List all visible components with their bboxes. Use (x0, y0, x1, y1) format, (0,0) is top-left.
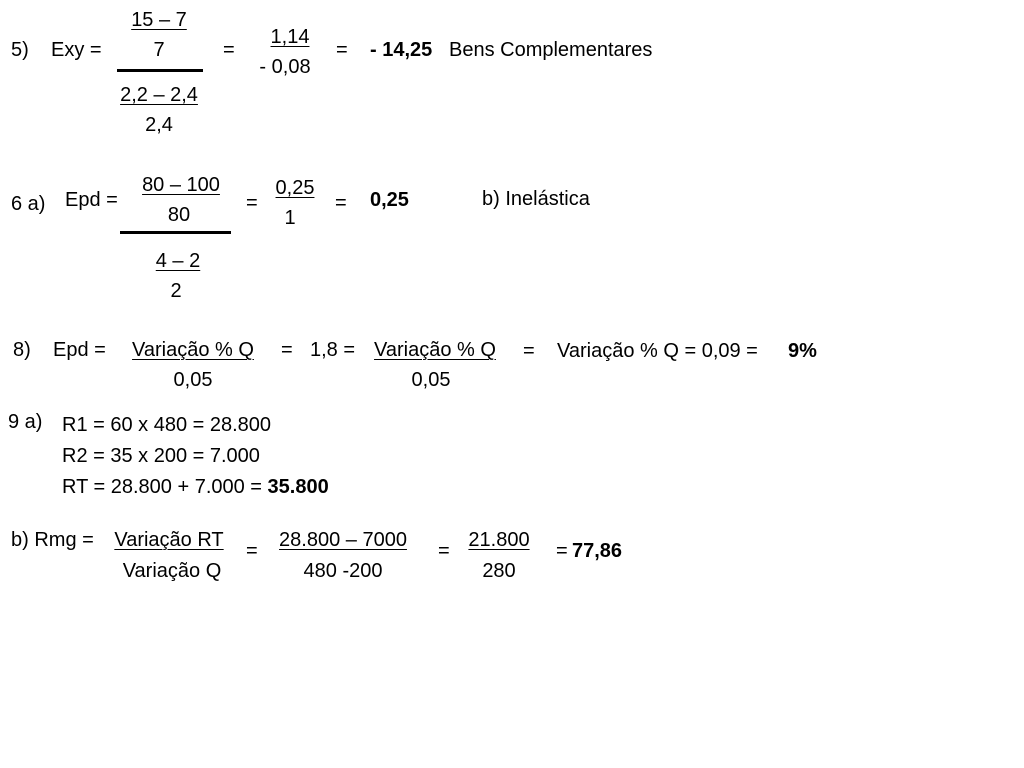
p8-result: 9% (788, 340, 817, 362)
p8-fraction2-numerator: Variação % Q (374, 339, 496, 361)
p6-equals-1: = (246, 192, 258, 214)
p6-part-b: b) Inelástica (482, 188, 590, 210)
p5-equals-2: = (336, 39, 348, 61)
p9b-fraction1-denominator: Variação Q (122, 560, 222, 582)
p9b-fraction2-numerator: 28.800 – 7000 (279, 529, 407, 551)
p8-equals-1: = (281, 339, 293, 361)
p5-result-note: Bens Complementares (449, 39, 653, 61)
p9-r1: R1 = 60 x 480 = 28.800 (62, 414, 272, 436)
p9b-label: b) Rmg = (11, 529, 94, 551)
p9b-fraction3-numerator: 21.800 (468, 529, 530, 551)
p6-fraction2-numerator: 0,25 (275, 177, 315, 199)
p5-label: 5) (11, 39, 29, 61)
p6-lhs: Epd = (65, 189, 118, 211)
p9b-fraction1-numerator: Variação RT (114, 529, 224, 551)
p8-fraction1-denominator: 0,05 (173, 369, 213, 391)
p9b-fraction2-denominator: 480 -200 (303, 560, 383, 582)
p9-rt (62, 477, 329, 497)
p5-denominator-top: 2,2 – 2,4 (120, 84, 198, 106)
p6-label: 6 a) (11, 193, 46, 215)
p5-numerator-top: 15 – 7 (131, 9, 187, 31)
p9-label: 9 a) (8, 411, 43, 433)
p9b-equals-3: = (556, 540, 568, 562)
p6-denominator-top: 4 – 2 (155, 250, 201, 272)
p8-result-text: Variação % Q = 0,09 = (557, 340, 758, 362)
p6-result: 0,25 (370, 189, 409, 211)
p5-equals-1: = (223, 39, 235, 61)
p9b-result: 77,86 (572, 540, 623, 562)
p6-fraction2-denominator: 1 (284, 207, 296, 229)
p6-numerator-bottom: 80 (167, 204, 191, 226)
p9b-equals-1: = (246, 540, 258, 562)
p9-r2: R2 = 35 x 200 = 7.000 (62, 445, 260, 467)
p8-equals-2: = (523, 340, 535, 362)
p6-equals-2: = (335, 192, 347, 214)
p9-rt-result: 35.800 (267, 476, 329, 498)
p5-main-fraction-bar (117, 69, 203, 72)
p5-result: - 14,25 (370, 39, 433, 61)
p5-fraction2-numerator: 1,14 (270, 26, 310, 48)
p9b-fraction3-denominator: 280 (482, 560, 516, 582)
p5-numerator-bottom: 7 (153, 39, 165, 61)
p5-denominator-bottom: 2,4 (145, 114, 173, 136)
p6-denominator-bottom: 2 (170, 280, 182, 302)
p8-middle: 1,8 = (310, 339, 356, 361)
p9b-equals-2: = (438, 540, 450, 562)
p5-lhs: Exy = (51, 39, 102, 61)
p9-rt-text: RT = 28.800 + 7.000 = (62, 476, 262, 498)
p8-fraction2-denominator: 0,05 (411, 369, 451, 391)
p6-numerator-top: 80 – 100 (142, 174, 220, 196)
p8-label: 8) (13, 339, 31, 361)
p8-lhs: Epd = (53, 339, 106, 361)
p8-fraction1-numerator: Variação % Q (132, 339, 254, 361)
p6-main-fraction-bar (120, 231, 231, 234)
p5-fraction2-denominator: - 0,08 (259, 56, 311, 78)
